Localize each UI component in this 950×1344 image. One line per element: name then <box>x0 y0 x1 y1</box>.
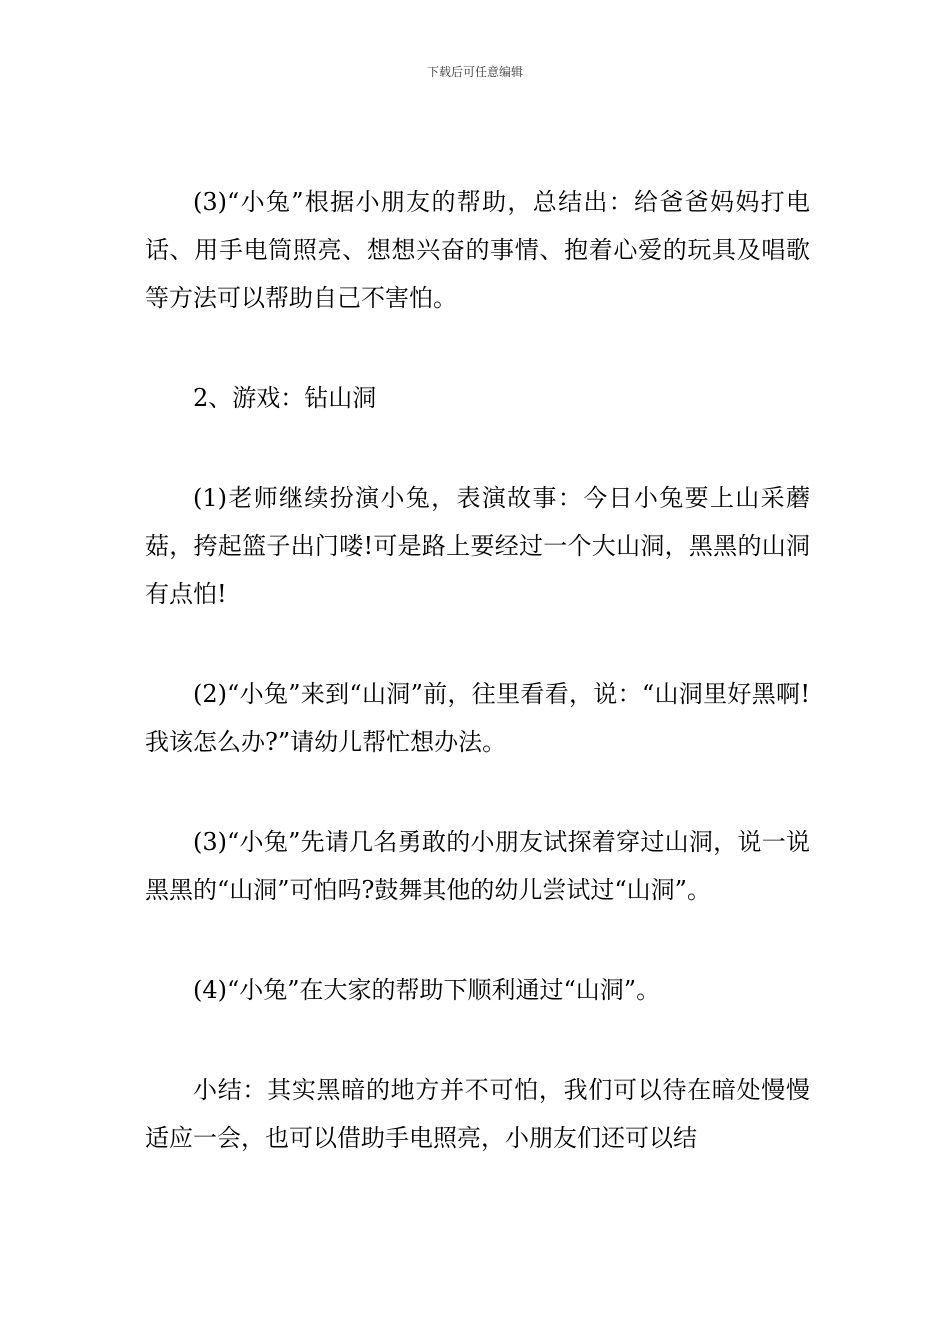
paragraph-gap <box>145 618 810 670</box>
paragraph-summary-methods: (3)“小兔”根据小朋友的帮助，总结出：给爸爸妈妈打电话、用手电筒照亮、想想兴奋的事情、抱着心爱的玩具及唱歌等方法可以帮助自己不害怕。 <box>145 188 810 312</box>
section-heading-game: 2、游戏：钻山洞 <box>193 384 377 412</box>
paragraph-step-1: (1)老师继续扮演小兔，表演故事：今日小兔要上山采蘑菇，挎起篮子出门喽!可是路上要经过一个大山洞，黑黑的山洞有点怕! <box>145 484 810 608</box>
paragraph-gap <box>145 1014 810 1066</box>
paragraph-step-4: (4)“小兔”在大家的帮助下顺利通过“山洞”。 <box>193 976 661 1004</box>
paragraph-gap <box>145 422 810 474</box>
paragraph-conclusion: 小结：其实黑暗的地方并不可怕，我们可以待在暗处慢慢适应一会，也可以借助手电照亮，小朋友们还可以结 <box>145 1076 810 1152</box>
document-body <box>145 178 810 1162</box>
paragraph-step-2: (2)“小兔”来到“山洞”前，往里看看，说：“山洞里好黑啊!我该怎么办?”请幼儿帮忙想办法。 <box>145 680 810 756</box>
paragraph-gap <box>145 914 810 966</box>
paragraph-step-3: (3)“小兔”先请几名勇敢的小朋友试探着穿过山洞，说一说黑黑的“山洞”可怕吗?鼓舞其他的幼儿尝试过“山洞”。 <box>145 828 810 904</box>
page-header: 下载后可任意编辑 <box>426 65 523 79</box>
paragraph-gap <box>145 322 810 374</box>
paragraph-gap <box>145 766 810 818</box>
